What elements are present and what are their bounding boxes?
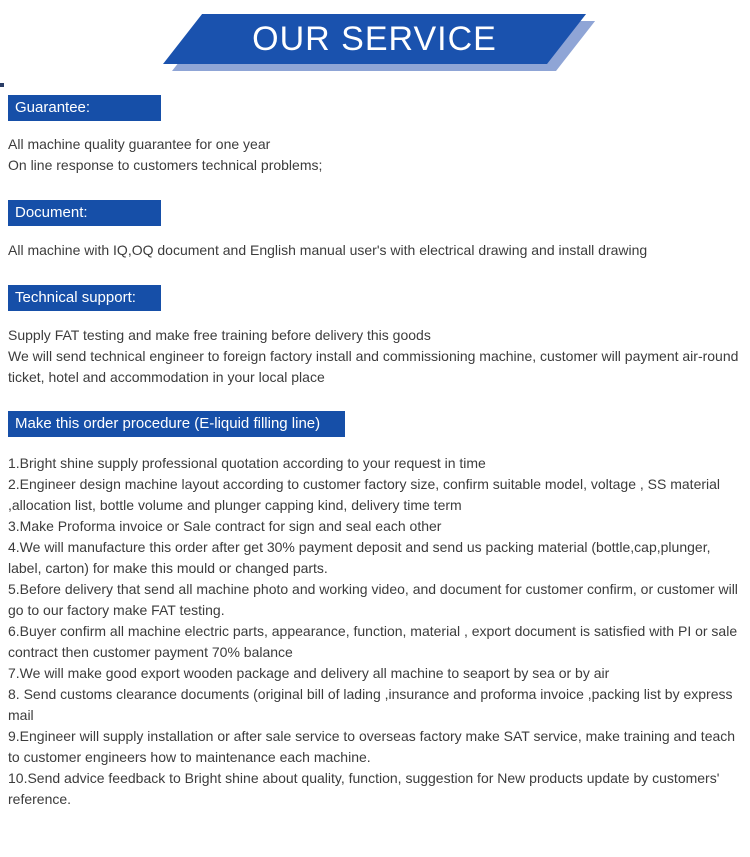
procedure-step: 1.Bright shine supply professional quotation according to your request in time <box>8 455 486 471</box>
procedure-step: 2.Engineer design machine layout according to customer factory size, confirm suitable model, voltage , SS material ,allocation list, bottle volume and plunger capping kind, delivery time term <box>8 476 721 513</box>
procedure-step: 4.We will manufacture this order after get 30% payment deposit and send us packing material (bottle,cap,plunger, label, carton) for make this mould or changed parts. <box>8 539 711 576</box>
section-paragraph: Supply FAT testing and make free training before delivery this goods <box>8 327 431 343</box>
section-order-procedure-label: Make this order procedure (E-liquid filling line) <box>8 411 345 437</box>
procedure-step: 5.Before delivery that send all machine photo and working video, and document for customer confirm, or customer will go to our factory make FAT testing. <box>8 581 738 618</box>
section-order-procedure-text <box>8 453 750 810</box>
title-banner <box>0 0 750 90</box>
section-paragraph: On line response to customers technical problems; <box>8 157 323 173</box>
page-title: OUR SERVICE <box>252 20 497 58</box>
section-document-label: Document: <box>8 200 161 226</box>
section-paragraph: All machine quality guarantee for one year <box>8 136 271 152</box>
section-guarantee-text <box>8 134 750 176</box>
procedure-step: 6.Buyer confirm all machine electric parts, appearance, function, material , export document is satisfied with PI or sale contract then customer payment 70% balance <box>8 623 738 660</box>
section-order-procedure <box>8 411 750 810</box>
section-guarantee <box>8 95 750 176</box>
section-technical-support-text <box>8 325 750 388</box>
procedure-step: 3.Make Proforma invoice or Sale contract for sign and seal each other <box>8 518 442 534</box>
procedure-step: 10.Send advice feedback to Bright shine about quality, function, suggestion for New products update by customers' reference. <box>8 770 720 807</box>
left-edge-artifact-dot <box>0 83 4 87</box>
section-paragraph: All machine with IQ,OQ document and English manual user's with electrical drawing and install drawing <box>8 242 648 258</box>
section-technical-support <box>8 285 750 388</box>
section-paragraph: We will send technical engineer to foreign factory install and commissioning machine, customer will payment air-round ticket, hotel and accommodation in your local place <box>8 348 739 385</box>
section-document-text <box>8 240 750 261</box>
section-guarantee-label: Guarantee: <box>8 95 161 121</box>
section-document <box>8 200 750 261</box>
procedure-step: 7.We will make good export wooden package and delivery all machine to seaport by sea or by air <box>8 665 610 681</box>
procedure-step: 8. Send customs clearance documents (original bill of lading ,insurance and proforma invoice ,packing list by express mail <box>8 686 733 723</box>
section-technical-support-label: Technical support: <box>8 285 161 311</box>
procedure-step: 9.Engineer will supply installation or after sale service to overseas factory make SAT service, make training and teach to customer engineers how to maintenance each machine. <box>8 728 736 765</box>
